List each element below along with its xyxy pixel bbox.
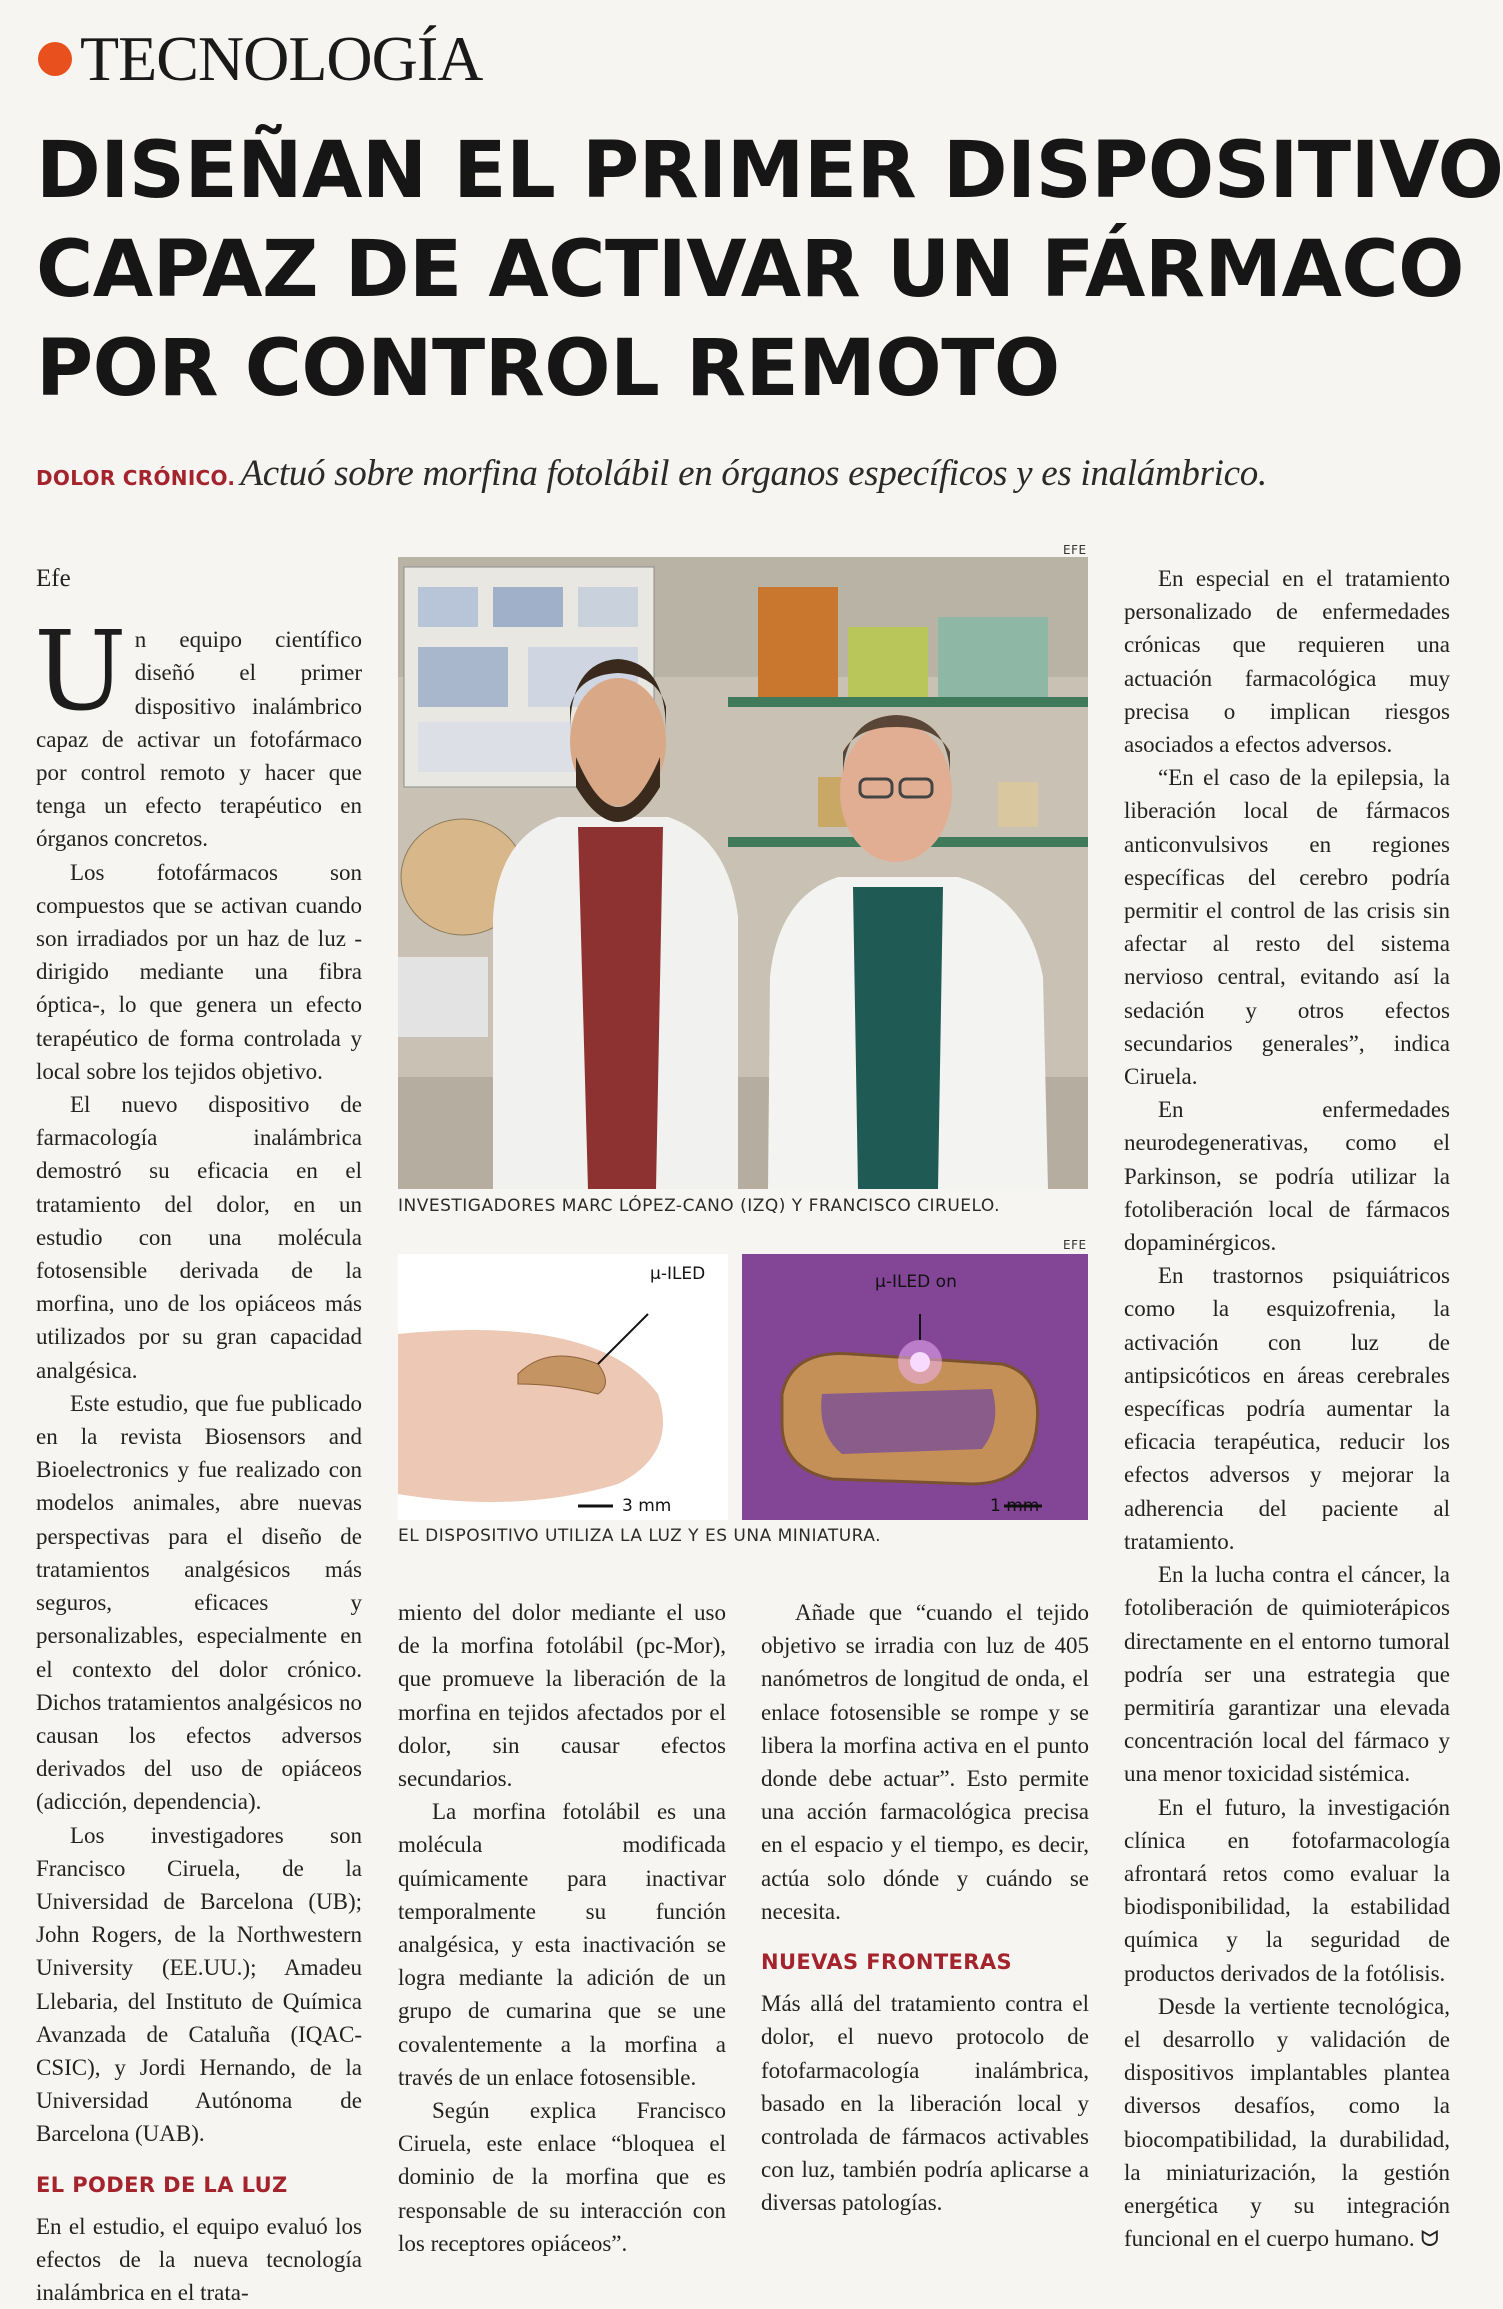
headline-line-1: DISEÑAN EL PRIMER DISPOSITIVO [36, 126, 1503, 216]
photo2-caption: EL DISPOSITIVO UTILIZA LA LUZ Y ES UNA MINIATURA. [398, 1526, 882, 1546]
closing-text: Desde la vertiente tecnológica, el desarrollo y validación de dispositivos implantables plantea diversos desafíos, como la biocompatibilidad, la durabilidad, la miniaturización, la gestión energética y su integración funcional en el cuerpo humano. [1124, 1993, 1450, 2252]
column-1 [36, 562, 362, 2309]
paragraph: El nuevo dispositivo de farmacología inalámbrica demostró su eficacia en el tratamiento del dolor, en un estudio con una molécula fotosensible derivada de la morfina, uno de los opiáceos más utilizados por su gran capacidad analgésica. [36, 1092, 362, 1383]
paragraph: Este estudio, que fue publicado en la revista Biosensors and Bioelectronics y fue realizado con modelos animales, abre nuevas perspectivas para el diseño de tratamientos analgésicos más seguros, eficaces y personalizables, especialmente en el contexto del dolor crónico. Dichos tratamientos analgésicos no causan los efectos adversos derivados del uso de opiáceos (adicción, dependencia). [36, 1390, 362, 1815]
paragraph: Los investigadores son Francisco Ciruela, de la Universidad de Barcelona (UB); John Rogers, de la Northwestern University (EE.UU.); Amadeu Llebaria, del Instituto de Química Avanzada de Cataluña (IQAC-CSIC), y Jordi Hernando, de la Universidad Autónoma de Barcelona (UAB). [36, 1822, 362, 2147]
paragraph: miento del dolor mediante el uso de la morfina fotolábil (pc-Mor), que promueve la liberación de la morfina en tejidos afectados por el dolor, sin causar efectos secundarios. [398, 1600, 726, 1792]
paragraph [1124, 1990, 1450, 2256]
paragraph: En enfermedades neurodegenerativas, como el Parkinson, se podría utilizar la fotoliberación local de fármacos dopaminérgicos. [1124, 1097, 1450, 1256]
researchers-illustration [398, 557, 1088, 1189]
device-on-illustration [742, 1254, 1088, 1520]
lead-text: n equipo científico diseñó el primer dispositivo inalámbrico capaz de activar un fotofármaco por control remoto y hacer que tenga un efecto terapéutico en órganos concretos. [36, 627, 362, 852]
paragraph: En el estudio, el equipo evaluó los efectos de la nueva tecnología inalámbrica en el trata- [36, 2213, 362, 2306]
photo2-scale-left: 3 mm [622, 1496, 672, 1516]
column-3 [761, 1596, 1089, 2220]
paragraph: La morfina fotolábil es una molécula modificada químicamente para inactivar temporalmente su función analgésica, y esta inactivación se logra mediante la adición de un grupo de cumarina que se une covalentemente a la morfina a través de un enlace fotosensible. [398, 1799, 726, 2090]
section-dot-icon [38, 42, 72, 76]
headline [36, 122, 1503, 419]
subtitle-nuevas-fronteras: NUEVAS FRONTERAS [761, 1950, 1013, 1975]
photo2-credit: EFE [1063, 1238, 1087, 1252]
subtitle-poder-luz: EL PODER DE LA LUZ [36, 2172, 288, 2197]
headline-line-3: POR CONTROL REMOTO [36, 324, 1060, 414]
column-4 [1124, 562, 1450, 2255]
lead-paragraph [34, 607, 362, 855]
paragraph: Más allá del tratamiento contra el dolor, el nuevo protocolo de fotofarmacología inalámbrica, basado en la liberación local y controlada de fármacos activables con luz, también podría aplicarse a diversas patologías. [761, 1991, 1089, 2216]
photo1-caption: INVESTIGADORES MARC LÓPEZ-CANO (IZQ) Y FRANCISCO CIRUELO. [398, 1196, 1000, 1216]
photo2-label-left: μ-ILED [650, 1264, 706, 1284]
column-2 [398, 1596, 726, 2260]
subhead-deck: Actuó sobre morfina fotolábil en órganos específicos y es inalámbrico. [240, 453, 1267, 494]
subhead [36, 452, 1456, 495]
paragraph: “En el caso de la epilepsia, la liberación local de fármacos anticonvulsivos en regiones específicas del cerebro podría permitir el control de las crisis sin afectar al resto del sistema nervioso central, evitando así la sedación y otros efectos secundarios generales”, indica Ciruela. [1124, 765, 1450, 1090]
paragraph: En especial en el tratamiento personalizado de enfermedades crónicas que requieren una actuación farmacológica muy precisa o implican riesgos asociados a efectos adversos. [1124, 566, 1450, 758]
photo-researchers [398, 557, 1088, 1189]
device-finger-illustration [398, 1254, 728, 1520]
subhead-tag: DOLOR CRÓNICO. [36, 466, 236, 490]
drop-cap: U [34, 607, 127, 736]
photo1-credit: EFE [1063, 543, 1087, 557]
paragraph: Los fotofármacos son compuestos que se activan cuando son irradiados por un haz de luz -dirigido mediante una fibra óptica-, lo que genera un efecto terapéutico de forma controlada y local sobre los tejidos objetivo. [36, 859, 362, 1084]
photo2-label-right: μ-ILED on [875, 1272, 957, 1292]
end-mark-icon: ᗢ [1420, 2226, 1439, 2252]
byline: Efe [36, 565, 71, 592]
photo2-scale-right: 1 mm [990, 1496, 1040, 1516]
section-header [38, 23, 483, 94]
paragraph: Añade que “cuando el tejido objetivo se irradia con luz de 405 nanómetros de longitud de onda, el enlace fotosensible se rompe y se libera la morfina activa en el punto donde debe actuar”. Esto permite una acción farmacológica precisa en el espacio y el tiempo, es decir, actúa solo dónde y cuándo se necesita. [761, 1600, 1089, 1924]
photo-device-on [742, 1254, 1088, 1520]
photo-device-finger [398, 1254, 728, 1520]
paragraph: En la lucha contra el cáncer, la fotoliberación de quimioterápicos directamente en el entorno tumoral podría ser una estrategia que permitiría garantizar una elevada concentración local del fármaco y una menor toxicidad sistémica. [1124, 1562, 1450, 1787]
paragraph: Según explica Francisco Ciruela, este enlace “bloquea el dominio de la morfina que es responsable de su interacción con los receptores opiáceos”. [398, 2098, 726, 2256]
headline-line-2: CAPAZ DE ACTIVAR UN FÁRMACO [36, 225, 1464, 315]
paragraph: En el futuro, la investigación clínica en fotofarmacología afrontará retos como evaluar la biodisponibilidad, la estabilidad química y la seguridad de productos derivados de la fotólisis. [1124, 1794, 1450, 1986]
paragraph: En trastornos psiquiátricos como la esquizofrenia, la activación con luz de antipsicóticos en áreas cerebrales específicas podría aumentar la eficacia terapéutica, reducir los efectos adversos y mejorar la adherencia del paciente al tratamiento. [1124, 1263, 1450, 1554]
section-label: TECNOLOGÍA [80, 23, 483, 94]
